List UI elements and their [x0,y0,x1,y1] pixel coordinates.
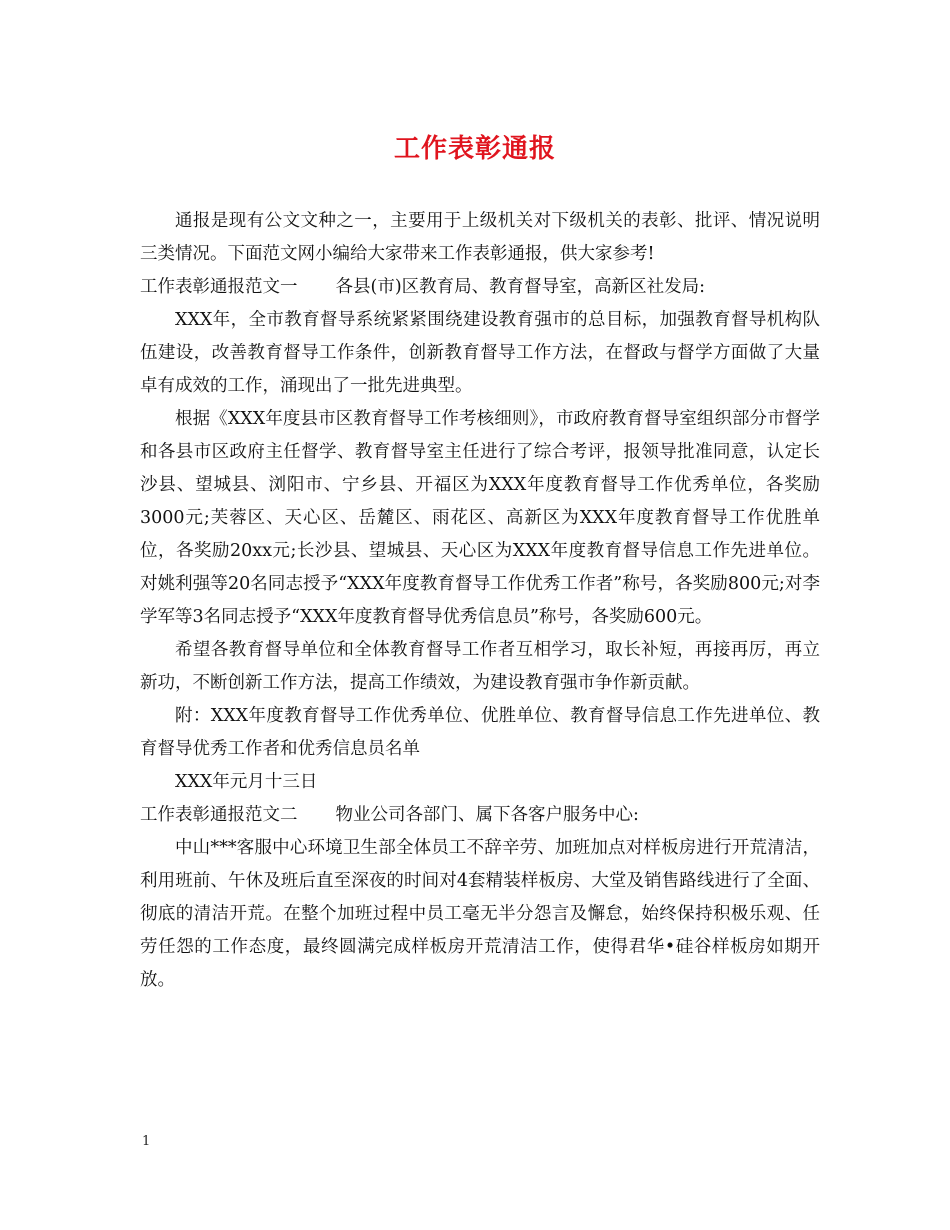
body-paragraph: XXX年，全市教育督导系统紧紧围绕建设教育强市的总目标，加强教育督导机构队伍建设，改善教育督导工作条件，创新教育督导工作方法，在督政与督学方面做了大量卓有成效的工作，涌现出了一批先进典型。 [140,310,820,396]
body-paragraph: 根据《XXX年度县市区教育督导工作考核细则》，市政府教育督导室组织部分市督学和各县市区政府主任督学、教育督导室主任进行了综合考评，报领导批准同意，认定长沙县、望城县、浏阳市、宁乡县、开福区为XXX年度教育督导工作优秀单位，各奖励3000元;芙蓉区、天心区、岳麓区、雨花区、高新区为XXX年度教育督导工作优胜单位，各奖励20xx元;长沙县、望城县、天心区为XXX年度教育督导信息工作先进单位。对姚利强等20名同志授予“XXX年度教育督导工作优秀工作者”称号，各奖励800元;对李学军等3名同志授予“XXX年度教育督导优秀信息员”称号，各奖励600元。 [140,409,820,627]
sample-one-heading: 工作表彰通报范文一 [140,277,298,297]
document-body [140,205,820,997]
date-line: XXX年元月十三日 [175,772,318,792]
page-number: 1 [142,1134,151,1149]
attachment-paragraph: 附：XXX年度教育督导工作优秀单位、优胜单位、教育督导信息工作先进单位、教育督导优秀工作者和优秀信息员名单 [140,706,820,759]
body-paragraph: 希望各教育督导单位和全体教育督导工作者互相学习，取长补短，再接再厉，再立新功，不断创新工作方法，提高工作绩效，为建设教育强市争作新贡献。 [140,640,820,693]
sample-two-heading-line [140,799,820,832]
sample-two-addressee: 物业公司各部门、属下各客户服务中心: [335,805,639,825]
intro-paragraph: 通报是现有公文文种之一，主要用于上级机关对下级机关的表彰、批评、情况说明三类情况。下面范文网小编给大家带来工作表彰通报，供大家参考! [140,211,820,264]
sample-one-addressee: 各县(市)区教育局、教育督导室，高新区社发局: [335,277,706,297]
body-paragraph: 中山***客服中心环境卫生部全体员工不辞辛劳、加班加点对样板房进行开荒清洁，利用班前、午休及班后直至深夜的时间对4套精装样板房、大堂及销售路线进行了全面、彻底的清洁开荒。在整个加班过程中员工毫无半分怨言及懈怠，始终保持积极乐观、任劳任怨的工作态度，最终圆满完成样板房开荒清洁工作，使得君华•硅谷样板房如期开放。 [140,838,820,990]
document-title: 工作表彰通报 [393,134,556,164]
sample-two-heading: 工作表彰通报范文二 [140,805,298,825]
sample-one-heading-line [140,271,820,304]
